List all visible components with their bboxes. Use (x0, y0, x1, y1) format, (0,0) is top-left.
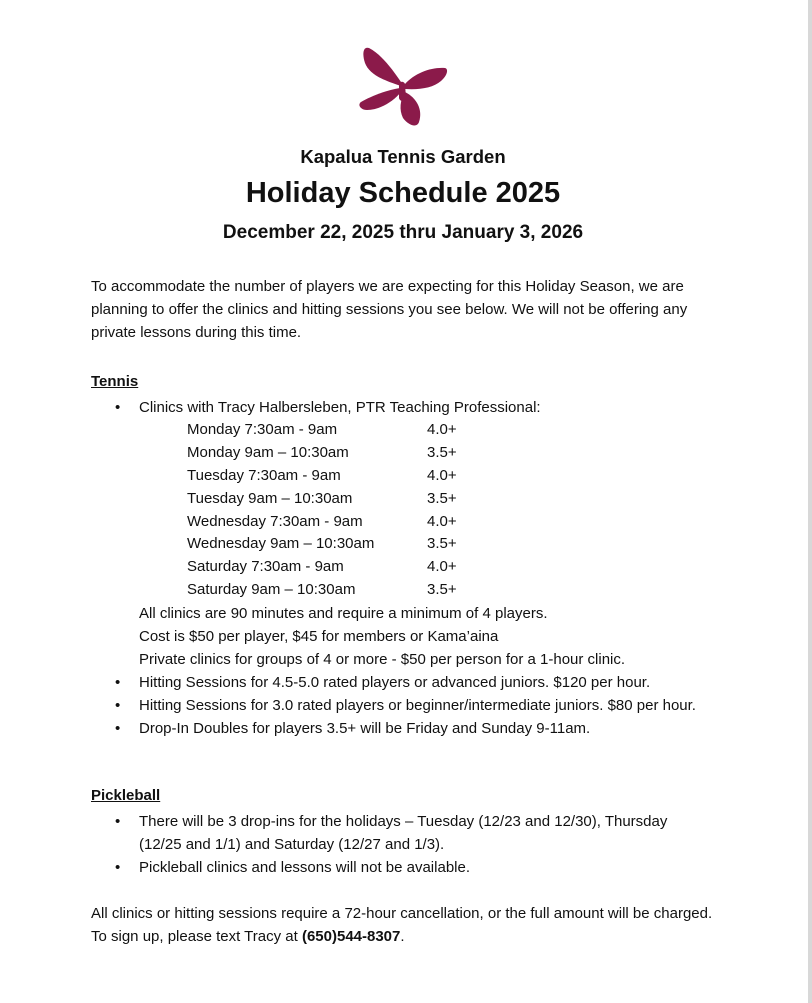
schedule-row (187, 465, 457, 488)
butterfly-body (399, 82, 406, 101)
schedule-row (187, 442, 457, 465)
list-item: • Drop-In Doubles for players 3.5+ will be Friday and Sunday 9-11am. (91, 717, 711, 740)
date-range: December 22, 2025 thru January 3, 2026 (222, 222, 584, 243)
schedule-level: 4.0+ (427, 421, 457, 438)
tennis-sessions-list (91, 671, 711, 740)
schedule-row (187, 511, 457, 534)
intro-paragraph: To accommodate the number of players we are expecting for this Holiday Season, we are planning to offer the clinics and hitting sessions you see below. We will not be offering any private lessons during this time. (91, 278, 688, 341)
tennis-clinics-list (91, 396, 711, 419)
schedule-time: Wednesday 9am – 10:30am (187, 535, 375, 553)
list-item: • Clinics with Tracy Halbersleben, PTR Teaching Professional: (91, 396, 711, 419)
clinic-note: Private clinics for groups of 4 or more - $50 per person for a 1-hour clinic. (139, 651, 626, 668)
schedule-row (187, 488, 457, 511)
butterfly-logo-icon (357, 46, 449, 128)
organization-name: Kapalua Tennis Garden (300, 146, 506, 167)
phone-number: (650)544-8307 (301, 928, 401, 945)
schedule-level: 4.0+ (427, 558, 457, 576)
schedule-time: Saturday 7:30am - 9am (187, 558, 344, 576)
footer-text: All clinics or hitting sessions require a 72-hour cancellation, or the full amount will be charged. To sign up, please text Tracy at (91, 905, 713, 945)
schedule-row (187, 556, 457, 579)
schedule-time: Tuesday 7:30am - 9am (187, 466, 341, 484)
lower-left-wing (359, 88, 401, 110)
schedule-level: 4.0+ (427, 466, 457, 484)
schedule-level: 3.5+ (427, 535, 457, 553)
pickleball-list (91, 810, 711, 879)
footer-paragraph (91, 902, 731, 948)
list-item: • Hitting Sessions for 4.5-5.0 rated players or advanced juniors. $120 per hour. (91, 671, 711, 694)
clinic-schedule (187, 419, 457, 602)
schedule-level: 3.5+ (427, 581, 457, 599)
list-item: • Hitting Sessions for 3.0 rated players or beginner/intermediate juniors. $80 per hour. (91, 694, 711, 717)
upper-left-wing (363, 48, 401, 86)
schedule-time: Monday 9am – 10:30am (187, 443, 349, 461)
page-title: Holiday Schedule 2025 (245, 177, 561, 209)
upper-right-wing (405, 68, 447, 89)
schedule-time: Monday 7:30am - 9am (187, 421, 338, 438)
clinic-note: Cost is $50 per player, $45 for members or Kama’aina (139, 628, 499, 645)
list-item: • Pickleball clinics and lessons will not be available. (91, 856, 711, 879)
schedule-level: 3.5+ (427, 489, 457, 507)
schedule-time: Tuesday 9am – 10:30am (187, 489, 353, 507)
pickleball-heading: Pickleball (91, 787, 161, 804)
schedule-time: Saturday 9am – 10:30am (187, 581, 356, 599)
schedule-level: 3.5+ (427, 443, 457, 461)
clinic-note: All clinics are 90 minutes and require a minimum of 4 players. (139, 605, 548, 622)
schedule-time: Wednesday 7:30am - 9am (187, 512, 363, 530)
clinic-notes (139, 602, 625, 671)
page-edge (808, 0, 812, 1003)
schedule-row (187, 579, 457, 602)
list-item: • There will be 3 drop-ins for the holidays – Tuesday (12/23 and 12/30), Thursday (12/25 and 1/1) and Saturday (12/27 and 1/3). (91, 810, 711, 856)
footer-end: . (400, 928, 405, 945)
schedule-row (187, 419, 457, 442)
schedule-level: 4.0+ (427, 512, 457, 530)
schedule-row (187, 533, 457, 556)
tennis-heading: Tennis (91, 373, 139, 390)
